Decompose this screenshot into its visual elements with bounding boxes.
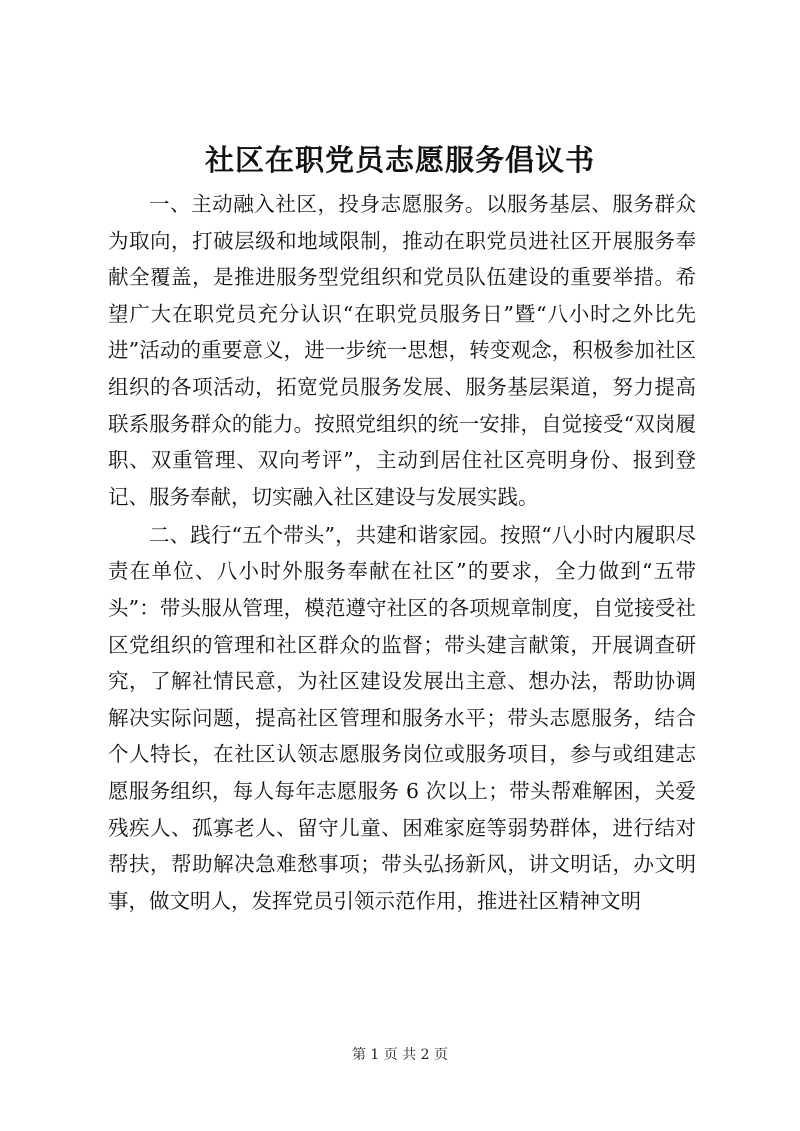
document-title: 社区在职党员志愿服务倡议书	[204, 143, 595, 177]
document-body	[108, 186, 696, 921]
page-footer: 第 1 页 共 2 页	[351, 1047, 449, 1063]
paragraph-1: 一、主动融入社区，投身志愿服务。以服务基层、服务群众为取向，打破层级和地域限制，推动在职党员进社区开展服务奉献全覆盖，是推进服务型党组织和党员队伍建设的重要举措。希望广大在职党员充分认识“在职党员服务日”暨“八小时之外比先进”活动的重要意义，进一步统一思想，转变观念，积极参加社区组织的各项活动，拓宽党员服务发展、服务基层渠道，努力提高联系服务群众的能力。按照党组织的统一安排，自觉接受“双岗履职、双重管理、双向考评”，主动到居住社区亮明身份、报到登记、服务奉献，切实融入社区建设与发展实践。	[108, 192, 696, 509]
paragraph-2: 二、践行“五个带头”，共建和谐家园。按照“八小时内履职尽责在单位、八小时外服务奉献在社区”的要求，全力做到“五带头”：带头服从管理，模范遵守社区的各项规章制度，自觉接受社区党组织的管理和社区群众的监督；带头建言献策，开展调查研究，了解社情民意，为社区建设发展出主意、想办法，帮助协调解决实际问题，提高社区管理和服务水平；带头志愿服务，结合个人特长，在社区认领志愿服务岗位或服务项目，参与或组建志愿服务组织，每人每年志愿服务 6 次以上；带头帮难解困，关爱残疾人、孤寡老人、留守儿童、困难家庭等弱势群体，进行结对帮扶，帮助解决急难愁事项；带头弘扬新风，讲文明话，办文明事，做文明人，发挥党员引领示范作用，推进社区精神文明	[108, 522, 696, 913]
